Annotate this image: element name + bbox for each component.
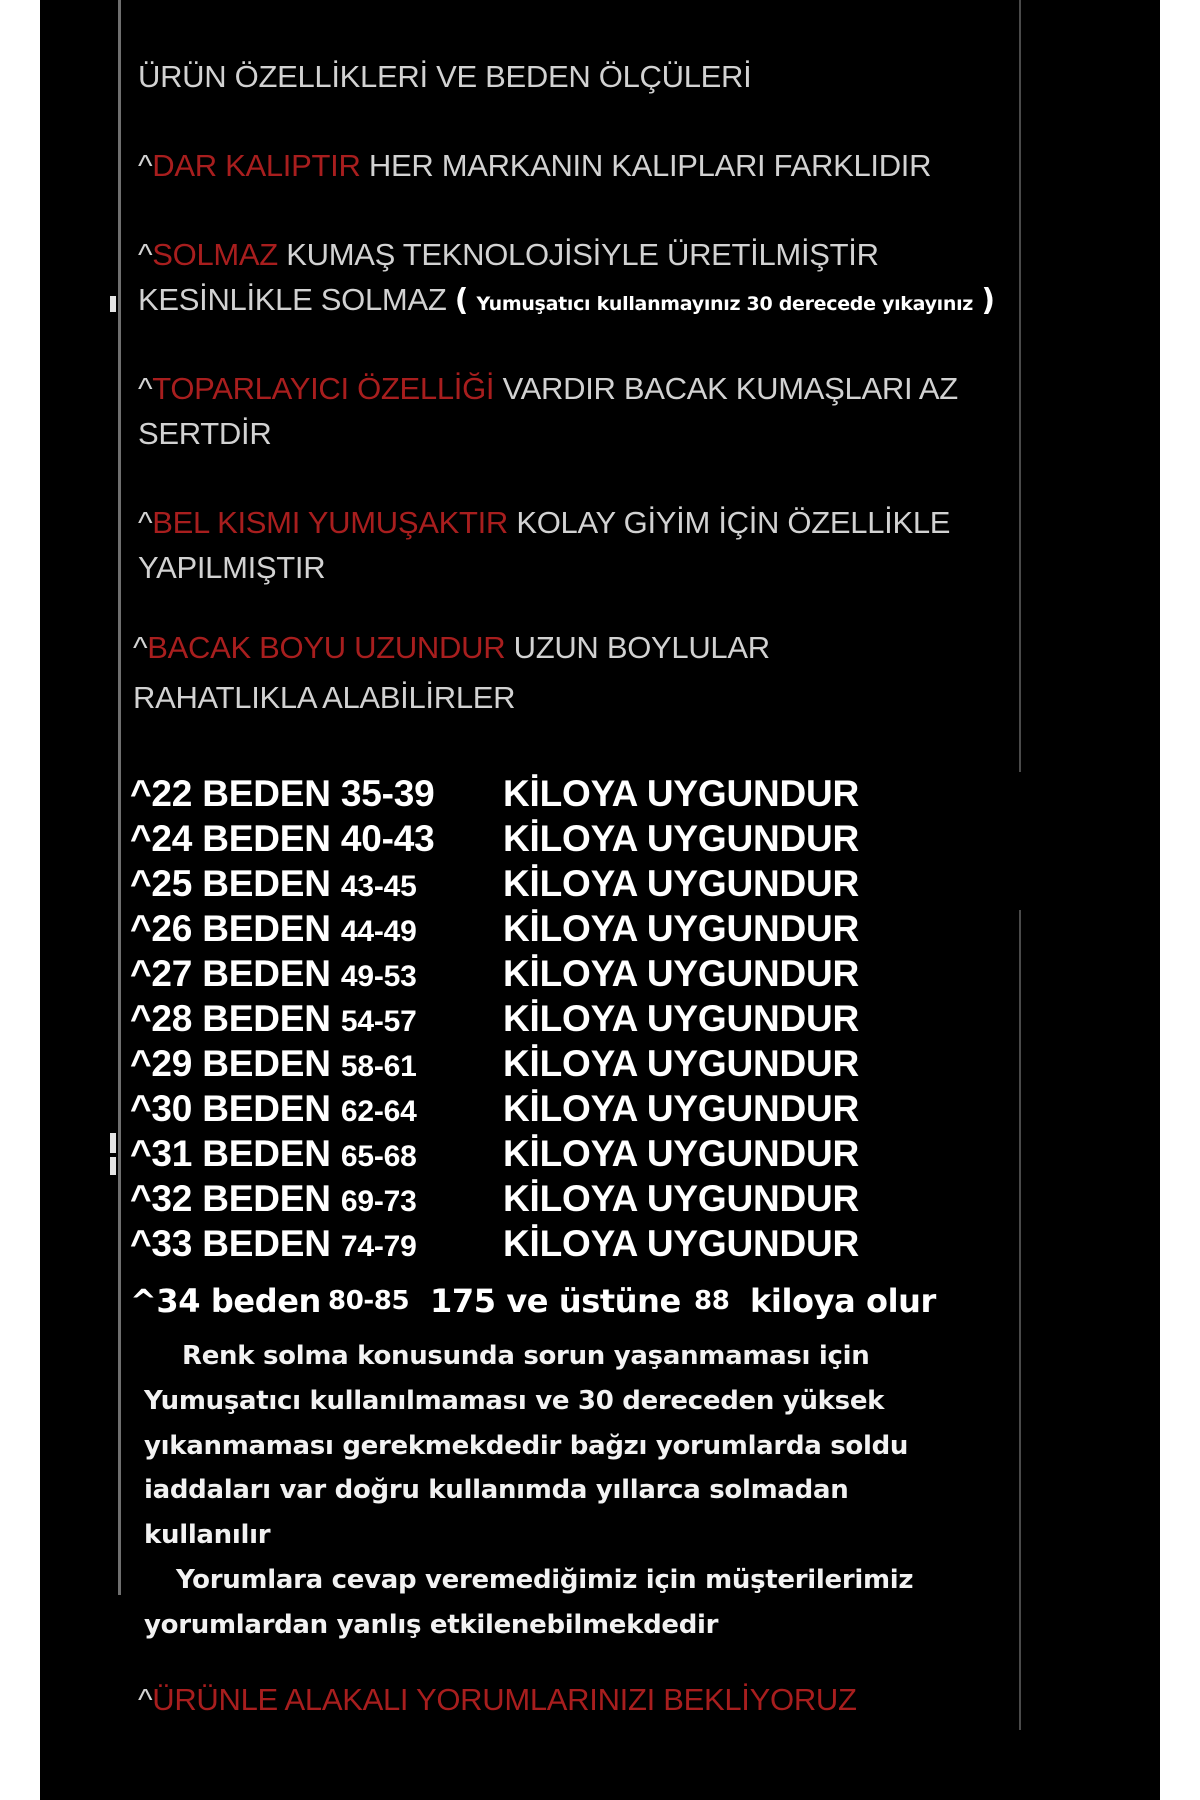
paragraph-line: iaddaları var doğru kullanımda yıllarca solmadan (144, 1475, 849, 1506)
feature-line-continued: RAHATLIKLA ALABİLİRLER (133, 680, 516, 715)
paragraph-line: Renk solma konusunda sorun yaşanmaması için (182, 1341, 870, 1371)
size-row (130, 1043, 860, 1085)
fit-label: KİLOYA UYGUNDUR (503, 908, 860, 949)
caret: ^ (138, 371, 153, 406)
page-title: ÜRÜN ÖZELLİKLERİ VE BEDEN ÖLÇÜLERİ (138, 59, 752, 94)
weight-range: 65-68 (340, 1140, 417, 1173)
paragraph-line: Yorumlara cevap veremediğimiz için müşterilerimiz (176, 1565, 914, 1595)
size-row (130, 773, 860, 815)
paren-close: ) (981, 283, 995, 318)
size-label: ^29 BEDEN (130, 1043, 331, 1084)
footer-text: ÜRÜNLE ALAKALI YORUMLARINIZI BEKLİYORUZ (152, 1682, 857, 1717)
size-label: ^22 BEDEN (130, 773, 331, 814)
feature-text: UZUN BOYLULAR (505, 630, 770, 665)
size-label: ^24 BEDEN (130, 818, 331, 859)
weight-range: 74-79 (340, 1230, 417, 1263)
left-divider-line (118, 0, 121, 1595)
feature-line-continued (138, 282, 995, 318)
feature-line (138, 371, 958, 407)
size-label: ^34 beden (130, 1282, 321, 1320)
feature-highlight: BEL KISMI YUMUŞAKTIR (152, 505, 509, 540)
bullet-marker (110, 1133, 116, 1153)
weight-range: 69-73 (340, 1185, 417, 1218)
caret: ^ (133, 630, 148, 665)
bullet-marker (110, 1157, 116, 1175)
caret: ^ (138, 148, 153, 183)
caret: ^ (138, 237, 153, 272)
feature-line-continued: YAPILMIŞTIR (138, 550, 326, 585)
caret: ^ (138, 505, 153, 540)
feature-text: KESİNLİKLE SOLMAZ (138, 282, 455, 317)
feature-highlight: TOPARLAYICI ÖZELLİĞİ (152, 371, 495, 406)
weight-range: 43-45 (340, 870, 417, 903)
fit-label: KİLOYA UYGUNDUR (503, 998, 860, 1039)
size-row (130, 953, 860, 995)
size-row (130, 863, 860, 905)
weight-range: 44-49 (340, 915, 417, 948)
paragraph-line: Yumuşatıcı kullanılmaması ve 30 dereceden yüksek (144, 1385, 885, 1416)
size-row (130, 1133, 860, 1175)
size-label: ^31 BEDEN (130, 1133, 331, 1174)
size-label: ^30 BEDEN (130, 1088, 331, 1129)
weight-range: 58-61 (340, 1050, 417, 1083)
feature-line (138, 237, 879, 273)
paren-open: ( (454, 283, 469, 318)
paragraph-line: kullanılır (144, 1520, 271, 1551)
right-divider-line-top (1019, 0, 1021, 772)
care-paragraph (144, 1334, 1044, 1558)
size-label: ^25 BEDEN (130, 863, 331, 904)
weight-range: 40-43 (340, 818, 435, 859)
footer-line (138, 1682, 857, 1718)
weight-range: 62-64 (340, 1095, 417, 1128)
size-label: ^26 BEDEN (130, 908, 331, 949)
size-row (130, 1178, 860, 1220)
fit-label: KİLOYA UYGUNDUR (503, 1133, 860, 1174)
feature-text: VARDIR BACAK KUMAŞLARI AZ (494, 371, 958, 406)
size-label: ^28 BEDEN (130, 998, 331, 1039)
size-row (130, 908, 860, 950)
weight-range: 54-57 (340, 1005, 417, 1038)
size-label: ^32 BEDEN (130, 1178, 331, 1219)
feature-highlight: SOLMAZ (152, 237, 278, 272)
feature-line (138, 505, 950, 541)
weight-value: 88 (694, 1286, 730, 1316)
caret: ^ (138, 1682, 153, 1717)
feature-text: KUMAŞ TEKNOLOJİSİYLE ÜRETİLMİŞTİR (277, 237, 879, 272)
size-label: ^27 BEDEN (130, 953, 331, 994)
feature-line-continued: SERTDİR (138, 416, 272, 451)
size-row (130, 998, 860, 1040)
reviews-paragraph (144, 1558, 1044, 1648)
size-row (130, 818, 860, 860)
fit-label: KİLOYA UYGUNDUR (503, 1223, 860, 1264)
fit-label: KİLOYA UYGUNDUR (503, 818, 860, 859)
washing-note: Yumuşatıcı kullanmayınız 30 derecede yıkayınız (476, 293, 974, 315)
weight-range: 49-53 (340, 960, 417, 993)
size-label: ^33 BEDEN (130, 1223, 331, 1264)
weight-range: 35-39 (340, 773, 435, 814)
feature-highlight: BACAK BOYU UZUNDUR (147, 630, 506, 665)
paragraph-line: yorumlardan yanlış etkilenebilmekdedir (144, 1609, 719, 1640)
feature-text: HER MARKANIN KALIPLARI FARKLIDIR (360, 148, 932, 183)
feature-text: KOLAY GİYİM İÇİN ÖZELLİKLE (508, 505, 951, 540)
fit-label: KİLOYA UYGUNDUR (503, 1088, 860, 1129)
fit-label: KİLOYA UYGUNDUR (503, 1178, 860, 1219)
fit-label: KİLOYA UYGUNDUR (503, 863, 860, 904)
size-row (130, 1223, 860, 1265)
info-board (40, 0, 1160, 1800)
feature-highlight: DAR KALIPTIR (152, 148, 361, 183)
weight-range: 80-85 (328, 1286, 410, 1316)
fit-label: KİLOYA UYGUNDUR (503, 773, 860, 814)
feature-line (133, 630, 770, 666)
bullet-marker (110, 296, 116, 312)
fit-label: KİLOYA UYGUNDUR (503, 1043, 860, 1084)
weight-suffix: kiloya olur (750, 1282, 936, 1320)
size-row (130, 1088, 860, 1130)
height-note: 175 ve üstüne (430, 1282, 681, 1320)
fit-label: KİLOYA UYGUNDUR (503, 953, 860, 994)
feature-line (138, 148, 931, 184)
paragraph-line: yıkanmaması gerekmekdedir bağzı yorumlarda soldu (144, 1430, 909, 1461)
